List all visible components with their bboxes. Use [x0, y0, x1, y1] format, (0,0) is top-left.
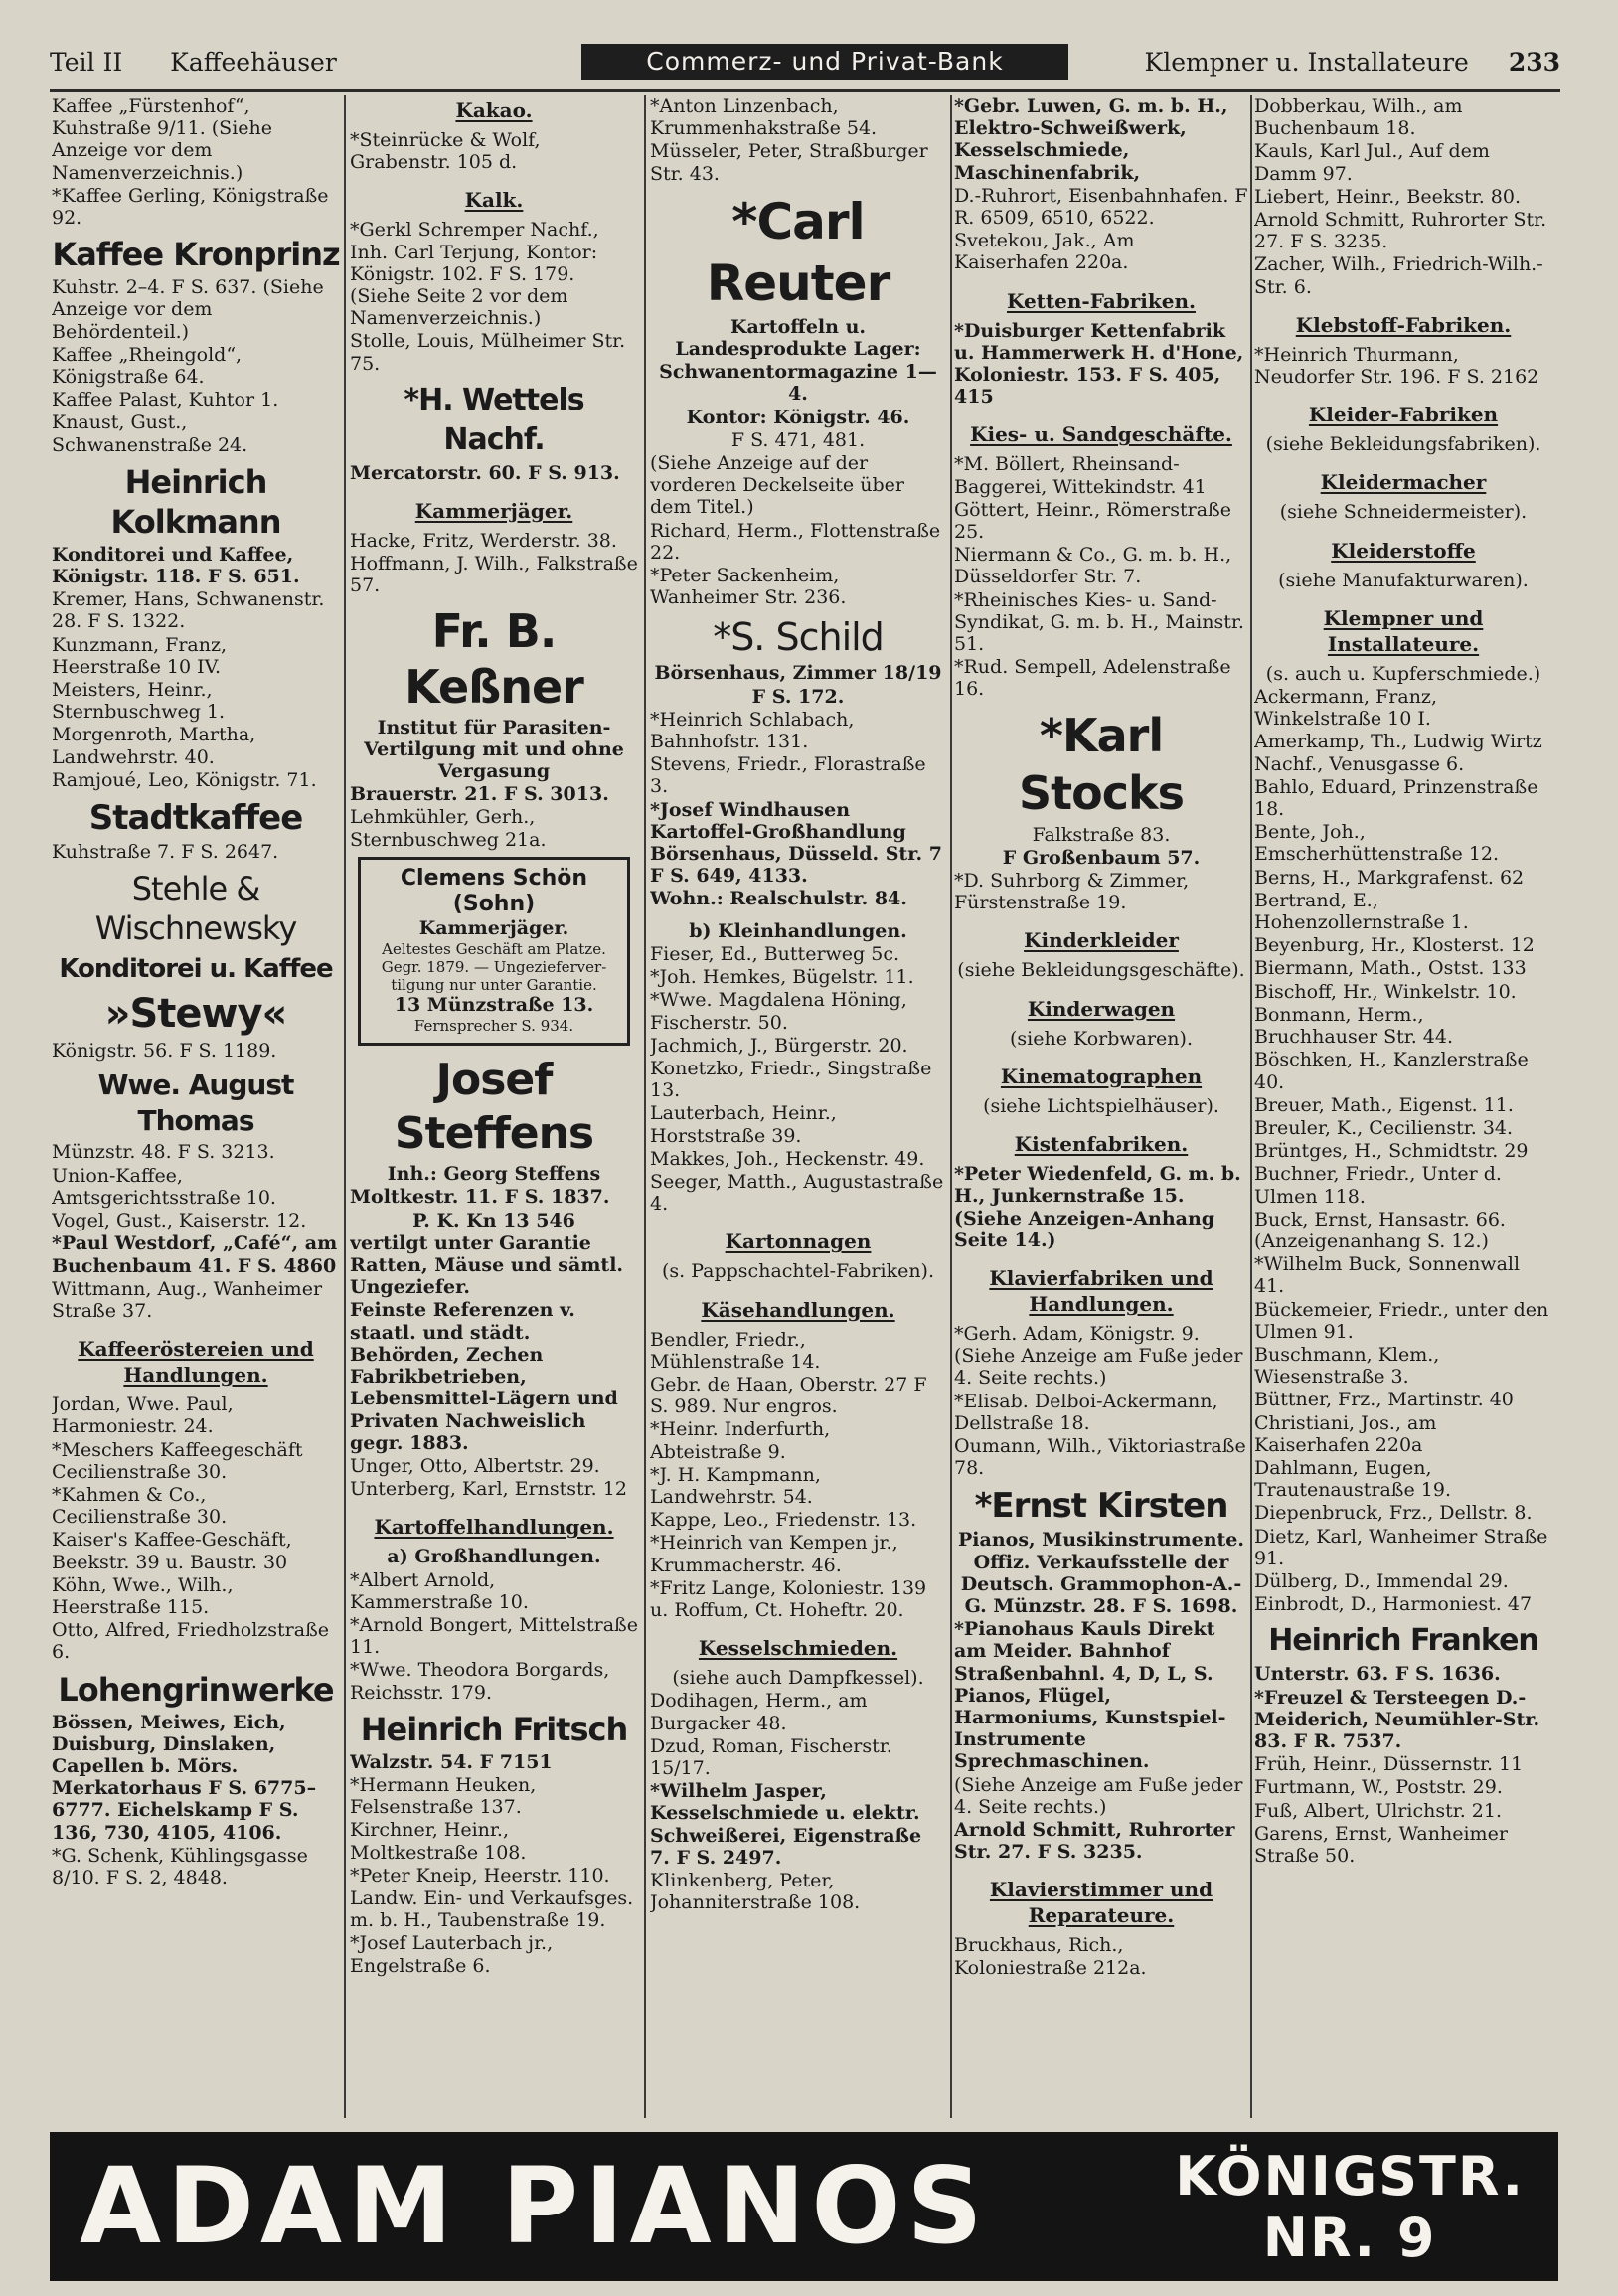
list-item: Bertrand, E., Hohenzollernstraße 1. [1254, 889, 1469, 934]
list-item: F S. 471, 481. [730, 428, 866, 451]
list-item: Oumann, Wilh., Viktoriastraße 78. [954, 1434, 1246, 1480]
ad-title: »Stewy« [104, 991, 287, 1038]
list-item: *G. Schenk, Kühlingsgasse 8/10. F S. 2, 4848. [52, 1844, 308, 1888]
list-item: Bischoff, Hr., Winkelstr. 10. [1254, 980, 1517, 1003]
list-item: Konditorei und Kaffee, Königstr. 118. F S. 651. [52, 543, 300, 588]
list-item: Bössen, Meiwes, Eich, Duisburg, Dinslaken, Capellen b. Mörs. Merkatorhaus F S. 6775–6777. Eichelskamp F S. 136, 730, 4105, 4106. [52, 1711, 317, 1844]
list-item: *Gebr. Luwen, G. m. b. H., Elektro-Schweißwerk, Kesselschmiede, Maschinenfabrik, [954, 95, 1228, 184]
list-item: *Duisburger Kettenfabrik u. Hammerwerk H. d'Hone, Koloniestr. 153. F S. 405, 415 [954, 319, 1244, 409]
list-item: Union-Kaffee, Amtsgerichtsstraße 10. [52, 1164, 276, 1209]
list-item: *Heinrich Thurmann, Neudorfer Str. 196. F S. 2162 [1254, 343, 1539, 389]
header-right [1145, 48, 1560, 77]
list-item: Zacher, Wilh., Friedrich-Wilh.-Str. 6. [1254, 253, 1543, 298]
list-item: Berns, H., Markgrafenst. 62 [1254, 866, 1525, 889]
page-number: 233 [1508, 48, 1560, 77]
list-item: *D. Suhrborg & Zimmer, Fürstenstraße 19. [954, 870, 1190, 914]
list-item: Garens, Ernst, Wanheimer Straße 50. [1254, 1822, 1508, 1867]
list-item: Ackermann, Franz, Winkelstraße 10 I. [1254, 686, 1437, 731]
list-item: *Josef Windhausen Kartoffel-Großhandlung Börsenhaus, Düsseld. Str. 7 F S. 649, 4133. [650, 798, 942, 888]
list-item: *Wilhelm Buck, Sonnenwall 41. [1254, 1253, 1521, 1298]
list-item: Unterstr. 63. F S. 1636. [1254, 1663, 1501, 1686]
section-heading: Kleiderstoffe [1331, 538, 1476, 563]
list-item: Dobberkau, Wilh., am Buchenbaum 18. [1254, 95, 1463, 140]
header-category: Klempner u. Installateure [1144, 48, 1469, 77]
section-heading: Kies- u. Sandgeschäfte. [970, 422, 1232, 447]
list-item: Diepenbruck, Frz., Dellstr. 8. [1254, 1502, 1533, 1525]
list-item: Kaffee Palast, Kuhtor 1. [52, 389, 279, 411]
section-heading: Kaffeeröstereien und Handlungen. [78, 1337, 314, 1388]
ad-title: *H. Wettels Nachf. [404, 382, 584, 457]
list-item: Svetekou, Jak., Am Kaiserhafen 220a. [954, 230, 1135, 274]
ad-title: Lohengrinwerke [58, 1670, 334, 1709]
list-item: *Heinrich van Kempen jr., Krummacherstr. 46. [650, 1532, 898, 1576]
ad-box-text: Aeltestes Geschäft am Platze. Gegr. 1879. — Ungezieferver-tilgung nur unter Garantie. [381, 940, 607, 995]
list-item: *Peter Kneip, Heerstr. 110. [350, 1864, 610, 1886]
list-item: *Peter Wiedenfeld, G. m. b. H., Junkernstraße 15. (Siehe Anzeigen-Anhang Seite 14.) [954, 1163, 1241, 1251]
list-item: *Gerh. Adam, Königstr. 9. (Siehe Anzeige am Fuße jeder 4. Seite rechts.) [954, 1322, 1243, 1390]
section-heading: Kleider-Fabriken [1308, 403, 1499, 427]
list-item: Kaffee „Rheingold“, Königstraße 64. [52, 343, 243, 389]
list-item: Buchner, Friedr., Unter d. Ulmen 118. [1254, 1163, 1502, 1208]
list-item: (siehe Korbwaren). [1010, 1027, 1193, 1050]
section-heading: Klebstoff-Fabriken. [1295, 312, 1512, 337]
list-item: (siehe auch Dampfkessel). [672, 1667, 924, 1690]
list-item: Kuhstraße 7. F S. 2647. [52, 841, 279, 864]
list-item: Stevens, Friedr., Florastraße 3. [650, 753, 926, 798]
list-item: *Albert Arnold, Kammerstraße 10. [350, 1568, 529, 1613]
list-item: Jordan, Wwe. Paul, Harmoniestr. 24. [52, 1394, 234, 1438]
column-divider [950, 95, 952, 2118]
list-item: Bahlo, Eduard, Prinzenstraße 18. [1254, 775, 1538, 821]
list-item: Otto, Alfred, Friedholzstraße 6. [52, 1619, 330, 1664]
ad-title: Stehle & Wischnewsky [94, 870, 297, 948]
list-item: (s. Pappschachtel-Fabriken). [661, 1260, 935, 1283]
list-item: Klinkenberg, Peter, Johanniterstraße 108. [650, 1870, 861, 1914]
section-heading: Kinderkleider [1024, 928, 1179, 953]
list-item: (siehe Lichtspielhäuser). [983, 1094, 1219, 1117]
list-item: (siehe Schneidermeister). [1279, 501, 1528, 524]
list-item: Mercatorstr. 60. F S. 913. [350, 461, 620, 484]
advert-name: ADAM PIANOS [80, 2145, 989, 2267]
list-item: Bendler, Friedr., Mühlenstraße 14. [650, 1328, 821, 1373]
ad-title: Heinrich Franken [1268, 1623, 1538, 1659]
ad-title: *Karl Stocks [1019, 708, 1184, 820]
section-heading: Kakao. [455, 98, 533, 122]
list-item: Brüntges, H., Schmidtstr. 29 [1254, 1140, 1529, 1163]
ad-title: Wwe. August Thomas [97, 1068, 294, 1138]
section-heading: Kartonnagen [725, 1230, 872, 1254]
section-heading: Kammerjäger. [414, 499, 573, 524]
list-item: Kaffee „Fürstenhof“, Kuhstraße 9/11. (Siehe Anzeige vor dem Namenverzeichnis.) [52, 95, 272, 184]
page-header [50, 44, 1560, 89]
list-item: Fieser, Ed., Butterweg 5c. [650, 942, 899, 965]
list-item: Knaust, Gust., Schwanenstraße 24. [52, 411, 248, 456]
list-item: Münzstr. 48. F S. 3213. [52, 1141, 275, 1164]
list-item: Dodihagen, Herm., am Burgacker 48. [650, 1690, 868, 1734]
column-1 [52, 95, 340, 2123]
section-heading: Kinematographen [1000, 1064, 1203, 1088]
list-item: Kontor: Königstr. 46. [686, 406, 910, 428]
list-item: Kartoffeln u. Landesprodukte Lager: [675, 315, 921, 361]
list-item: Buschmann, Klem., Wiesenstraße 3. [1254, 1343, 1440, 1389]
list-item: Makkes, Joh., Heckenstr. 49. [650, 1147, 925, 1170]
list-item: Liebert, Heinr., Beekstr. 80. [1254, 185, 1522, 208]
list-item: Kunzmann, Franz, Heerstraße 10 IV. [52, 633, 228, 678]
list-item: Biermann, Math., Ostst. 133 [1254, 957, 1527, 980]
list-item: Unterberg, Karl, Ernststr. 12 [350, 1478, 627, 1501]
list-item: (s. auch u. Kupferschmiede.) [1265, 662, 1541, 685]
section-heading: Kesselschmieden. [698, 1636, 898, 1661]
header-left [50, 48, 377, 77]
list-item: (Siehe Anzeige auf der vorderen Deckelseite über dem Titel.) [650, 452, 904, 519]
ad-title: Kaffee Kronprinz [52, 236, 340, 274]
list-item: *J. H. Kampmann, Landwehrstr. 54. [650, 1463, 821, 1508]
list-item: Buck, Ernst, Hansastr. 66. (Anzeigenanhang S. 12.) [1254, 1208, 1506, 1252]
ad-title: *Ernst Kirsten [974, 1486, 1228, 1527]
list-item: *Paul Westdorf, „Café“, am Buchenbaum 41. F S. 4860 [52, 1232, 338, 1277]
list-item: *Wwe. Theodora Borgards, Reichsstr. 179. [350, 1659, 610, 1704]
list-item: Vogel, Gust., Kaiserstr. 12. [52, 1210, 307, 1232]
list-item: Göttert, Heinr., Römerstraße 25. [954, 498, 1231, 544]
list-item: Schwanentormagazine 1—4. [659, 361, 937, 406]
list-item: *Hermann Heuken, Felsenstraße 137. [350, 1773, 537, 1819]
column-4 [954, 95, 1248, 2123]
list-item: Wittmann, Aug., Wanheimer Straße 37. [52, 1277, 323, 1322]
list-item: *Arnold Bongert, Mittelstraße 11. [350, 1613, 638, 1659]
ad-title: Stadtkaffee [88, 798, 303, 839]
bank-banner: Commerz- und Privat-Bank [581, 44, 1068, 80]
column-3 [650, 95, 946, 2123]
advert-street: KÖNIGSTR. [1175, 2145, 1525, 2208]
section-heading: Kinderwagen [1027, 996, 1176, 1021]
list-item: *Heinr. Inderfurth, Abteistraße 9. [650, 1418, 831, 1463]
list-item: Niermann & Co., G. m. b. H., Düsseldorfer Str. 7. [954, 544, 1232, 588]
ad-subtitle: Konditorei u. Kaffee [59, 954, 333, 985]
list-item: Müsseler, Peter, Straßburger Str. 43. [650, 140, 928, 185]
list-item: *Meschers Kaffeegeschäft Cecilienstraße 30. [52, 1438, 303, 1483]
list-item: Dietz, Karl, Wanheimer Straße 91. [1254, 1525, 1548, 1569]
section-heading: Kartoffelhandlungen. [374, 1515, 614, 1540]
list-item: Richard, Herm., Flottenstraße 22. [650, 519, 941, 564]
list-item: Unger, Otto, Albertstr. 29. [350, 1454, 600, 1477]
ad-box [358, 857, 630, 1046]
column-divider [1250, 95, 1252, 2118]
section-heading: Klavierstimmer und Reparateure. [989, 1878, 1214, 1928]
list-item: *Fritz Lange, Koloniestr. 139 u. Roffum, Ct. Hoheftr. 20. [650, 1576, 927, 1621]
list-item: Inh.: Georg Steffens [387, 1163, 601, 1186]
list-item: Walzstr. 54. F 7151 [350, 1750, 553, 1773]
list-item: *Kahmen & Co., Cecilienstraße 30. [52, 1483, 228, 1529]
list-item: (Siehe Anzeige am Fuße jeder 4. Seite rechts.) [954, 1773, 1243, 1818]
list-item: Falkstraße 83. [1032, 823, 1171, 846]
list-item: D.-Ruhrort, Eisenbahnhafen. F R. 6509, 6510, 6522. [954, 184, 1248, 230]
column-2 [350, 95, 638, 2123]
list-item: Dahlmann, Eugen, Trautenaustraße 19. [1254, 1456, 1451, 1502]
list-item: F S. 172. [751, 685, 845, 708]
list-item: F Großenbaum 57. [1002, 846, 1201, 869]
section-heading: Kalk. [464, 188, 524, 213]
list-item: Brauerstr. 21. F S. 3013. [350, 783, 609, 806]
list-item: Kirchner, Heinr., Moltkestraße 108. [350, 1819, 527, 1864]
list-item: Stolle, Louis, Mülheimer Str. 75. [350, 330, 626, 375]
list-item: Hacke, Fritz, Werderstr. 38. [350, 530, 617, 553]
section-heading: Kleidermacher [1320, 470, 1487, 495]
list-item: Arnold Schmitt, Ruhrorter Str. 27. F S. 3235. [1254, 209, 1547, 253]
list-item: *Rud. Sempell, Adelenstraße 16. [954, 656, 1231, 701]
list-item: Gebr. de Haan, Oberstr. 27 F S. 989. Nur engros. [650, 1373, 927, 1418]
section-heading: Klempner und Installateure. [1323, 605, 1484, 656]
subsection-heading: b) Kleinhandlungen. [689, 919, 907, 942]
advert-address [1175, 2146, 1525, 2269]
section-heading: Klavierfabriken und Handlungen. [989, 1265, 1214, 1316]
list-item: Wohn.: Realschulstr. 84. [650, 888, 907, 910]
column-divider [344, 95, 346, 2118]
list-item: Büttner, Frz., Martinstr. 40 [1254, 1389, 1514, 1411]
list-item: *M. Böllert, Rheinsand-Baggerei, Wittekindstr. 41 [954, 453, 1207, 498]
list-item: *Kaffee Gerling, Königstraße 92. [52, 184, 329, 230]
list-item: *Wwe. Magdalena Höning, Fischerstr. 50. [650, 989, 907, 1034]
list-item: *Steinrücke & Wolf, Grabenstr. 105 d. [350, 129, 541, 174]
list-item: Pianos, Musikinstrumente. Offiz. Verkaufsstelle der Deutsch. Grammophon-A.-G. Münzstr. 28. F S. 1698. [958, 1529, 1244, 1617]
list-item: Ramjoué, Leo, Königstr. 71. [52, 768, 317, 791]
section-heading: Ketten-Fabriken. [1007, 288, 1196, 313]
list-item: Konetzko, Friedr., Singstraße 13. [650, 1057, 932, 1102]
advert-number: NR. 9 [1262, 2207, 1437, 2269]
list-item: Böschken, H., Kanzlerstraße 40. [1254, 1049, 1529, 1093]
list-item: Bückemeier, Friedr., unter den Ulmen 91. [1254, 1298, 1549, 1343]
ad-title: Heinrich Kolkmann [110, 462, 281, 541]
ad-title: Heinrich Fritsch [360, 1710, 628, 1748]
list-item: *Pianohaus Kauls Direkt am Meider. Bahnhof Straßenbahnl. 4, D, L, S. Pianos, Flügel, Harmoniums, Kunstspiel-Instrumente Sprechmaschinen. [954, 1618, 1226, 1773]
list-item: *Joh. Hemkes, Bügelstr. 11. [650, 966, 914, 989]
list-item: Bruckhaus, Rich., Koloniestraße 212a. [954, 1934, 1147, 1979]
list-item: Feinste Referenzen v. staatl. und städt. Behörden, Zechen Fabrikbetrieben, Lebensmittel-Lägern und Privaten Nachweislich gegr. 1883. [350, 1299, 618, 1454]
list-item: *Josef Lauterbach jr., Engelstraße 6. [350, 1932, 554, 1977]
list-item: vertilgt unter Garantie Ratten, Mäuse und sämtl. Ungeziefer. [350, 1231, 624, 1299]
list-item: Institut für Parasiten-Vertilgung mit und ohne Vergasung [364, 716, 624, 783]
header-rule [50, 89, 1560, 92]
ad-box-title: Clemens Schön (Sohn) [400, 865, 588, 916]
list-item: (siehe Manufakturwaren). [1278, 569, 1529, 591]
list-item: Dülberg, D., Immendal 29. [1254, 1569, 1509, 1592]
list-item: Bonmann, Herm., Bruchhauser Str. 44. [1254, 1003, 1454, 1049]
list-item: (siehe Bekleidungsfabriken). [1265, 433, 1541, 456]
list-item: *Freuzel & Tersteegen D.-Meiderich, Neumühler-Str. 83. F R. 7537. [1254, 1686, 1540, 1752]
section-heading: Käsehandlungen. [701, 1297, 895, 1322]
ad-title: *Carl Reuter [706, 192, 890, 312]
list-item: *Elisab. Delboi-Ackermann, Dellstraße 18. [954, 1390, 1218, 1434]
list-item: Dzud, Roman, Fischerstr. 15/17. [650, 1734, 892, 1779]
list-item: Hoffmann, J. Wilh., Falkstraße 57. [350, 553, 638, 597]
list-item: Früh, Heinr., Düssernstr. 11 [1254, 1753, 1524, 1776]
ad-title: Fr. B. Keßner [404, 603, 583, 714]
list-item: *Peter Sackenheim, Wanheimer Str. 236. [650, 565, 847, 609]
column-5 [1254, 95, 1552, 2123]
list-item: Lehmkühler, Gerh., Sternbuschweg 21a. [350, 806, 547, 851]
list-item: Königstr. 56. F S. 1189. [52, 1040, 277, 1063]
list-item: Breuler, K., Cecilienstr. 34. [1254, 1116, 1514, 1139]
list-item: Meisters, Heinr., Sternbuschweg 1. [52, 679, 226, 724]
list-item: *Heinrich Schlabach, Bahnhofstr. 131. [650, 708, 855, 753]
list-item: *Anton Linzenbach, Krummenhakstraße 54. [650, 95, 878, 140]
list-item: Beyenburg, Hr., Klosterst. 12 [1254, 934, 1535, 957]
list-item: P. K. Kn 13 546 [412, 1209, 575, 1231]
header-section: Kaffeehäuser [170, 48, 337, 77]
section-heading: Kistenfabriken. [1014, 1132, 1189, 1157]
list-item: Börsenhaus, Zimmer 18/19 [654, 662, 942, 685]
list-item: Furtmann, W., Poststr. 29. [1254, 1776, 1503, 1799]
list-item: Kauls, Karl Jul., Auf dem Damm 97. [1254, 140, 1490, 185]
header-part: Teil II [50, 48, 123, 77]
bottom-advert-banner [50, 2132, 1558, 2281]
list-item: Lauterbach, Heinr., Horststraße 39. [650, 1102, 837, 1147]
list-item: Einbrodt, D., Harmoniest. 47 [1254, 1593, 1533, 1616]
list-item: Christiani, Jos., am Kaiserhafen 220a [1254, 1411, 1437, 1456]
list-item: Moltkestr. 11. F S. 1837. [350, 1186, 610, 1209]
list-item: Amerkamp, Th., Ludwig Wirtz Nachf., Venusgasse 6. [1254, 731, 1542, 775]
ad-box-phone: Fernsprecher S. 934. [413, 1017, 574, 1036]
subsection-heading: a) Großhandlungen. [387, 1546, 601, 1568]
list-item: Seeger, Matth., Augustastraße 4. [650, 1170, 944, 1216]
list-item: Arnold Schmitt, Ruhrorter Str. 27. F S. 3235. [954, 1818, 1235, 1864]
list-item: Kremer, Hans, Schwanenstr. 28. F S. 1322. [52, 588, 325, 633]
list-item: Bente, Joh., Emscherhüttenstraße 12. [1254, 821, 1500, 866]
list-item: Kappe, Leo., Friedenstr. 13. [650, 1509, 917, 1532]
ad-box-subtitle: Kammerjäger. [418, 916, 569, 939]
list-item: Jachmich, J., Bürgerstr. 20. [650, 1034, 908, 1057]
list-item: Landw. Ein- und Verkaufsges. m. b. H., Taubenstraße 19. [350, 1886, 634, 1932]
ad-title: Josef Steffens [394, 1055, 594, 1160]
list-item: Fuß, Albert, Ulrichstr. 21. [1254, 1799, 1502, 1822]
list-item: Morgenroth, Martha, Landwehrstr. 40. [52, 724, 256, 768]
ad-box-address: 13 Münzstraße 13. [394, 994, 594, 1017]
list-item: Kuhstr. 2–4. F S. 637. (Siehe Anzeige vor dem Behördenteil.) [52, 276, 324, 343]
list-item: *Rheinisches Kies- u. Sand-Syndikat, G. m. b. H., Mainstr. 51. [954, 588, 1244, 656]
list-item: Kaiser's Kaffee-Geschäft, Beekstr. 39 u. Baustr. 30 [52, 1529, 292, 1573]
list-item: *Wilhelm Jasper, Kesselschmiede u. elektr. Schweißerei, Eigenstraße 7. F S. 2497. [650, 1780, 922, 1869]
list-item: Breuer, Math., Eigenst. 11. [1254, 1093, 1514, 1116]
list-item: *Gerkl Schremper Nachf., Inh. Carl Terjung, Kontor: Königstr. 102. F S. 179. (Siehe Seite 2 vor dem Namenverzeichnis.) [350, 219, 599, 330]
column-divider [644, 95, 646, 2118]
ad-title: *S. Schild [713, 615, 884, 660]
list-item: (siehe Bekleidungsgeschäfte). [957, 959, 1245, 982]
list-item: Köhn, Wwe., Wilh., Heerstraße 115. [52, 1573, 234, 1618]
